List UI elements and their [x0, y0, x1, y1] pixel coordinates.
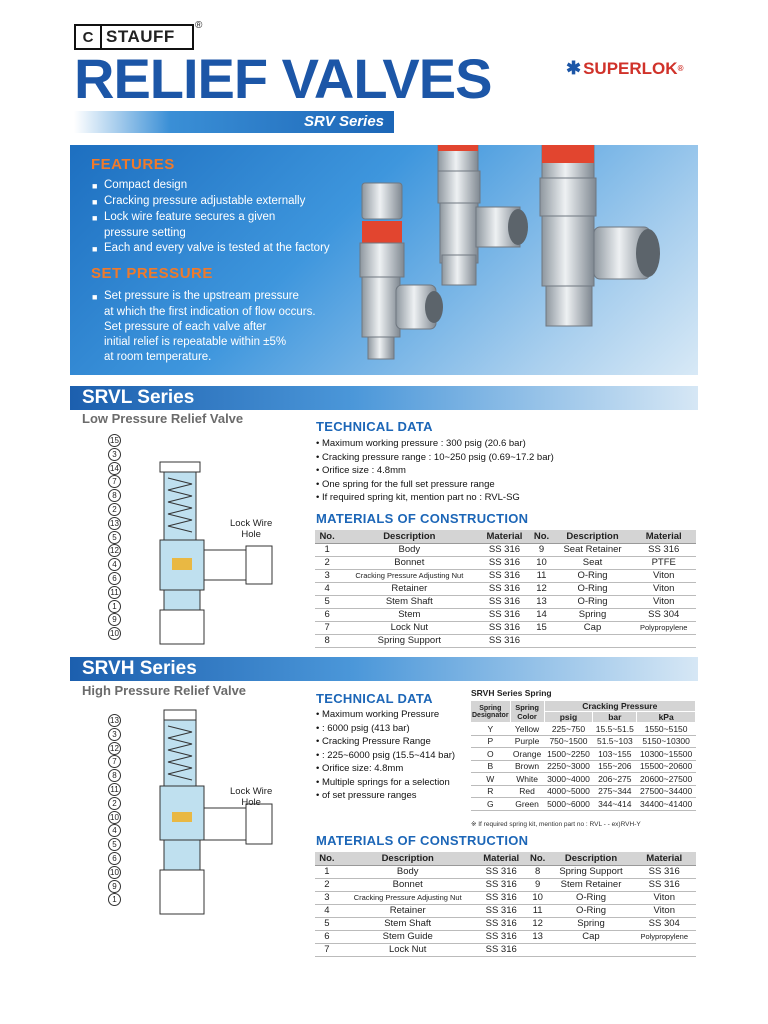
table-row [315, 904, 696, 917]
callout-number: 3 [108, 728, 121, 741]
table-cell [554, 634, 632, 647]
features-heading: FEATURES [91, 156, 175, 173]
table-row [315, 582, 696, 595]
table-cell: Seat [554, 556, 632, 569]
table-cell: SS 316 [479, 621, 529, 634]
table-cell: SS 316 [477, 878, 526, 891]
superlok-reg: ® [677, 64, 684, 73]
table-cell: Cracking Pressure Adjusting Nut [339, 891, 477, 904]
col-header: kPa [637, 712, 696, 723]
table-cell: 5000~6000 [544, 798, 593, 811]
table-cell: Stem [339, 608, 479, 621]
table-row [315, 878, 696, 891]
table-row [471, 785, 696, 798]
table-cell: 1 [315, 865, 339, 878]
table-cell: SS 316 [631, 543, 696, 556]
tech-item: • Multiple springs for a selection [316, 776, 466, 790]
callout-number: 14 [108, 462, 121, 475]
col-header: No. [526, 852, 550, 865]
table-row [315, 891, 696, 904]
srvl-cross-section-diagram [120, 430, 280, 650]
table-cell: 6 [315, 930, 339, 943]
table-row [315, 917, 696, 930]
table-cell: 750~1500 [544, 735, 593, 748]
table-cell: Spring Support [339, 634, 479, 647]
srvl-section-bar [70, 386, 698, 410]
table-cell: SS 316 [479, 634, 529, 647]
callout-number: 11 [108, 783, 121, 796]
table-cell: Seat Retainer [554, 543, 632, 556]
table-cell: 12 [526, 917, 550, 930]
spring-table [470, 700, 696, 811]
spring-table-title: SRVH Series Spring [471, 688, 552, 698]
table-cell: Lock Nut [339, 621, 479, 634]
srvh-tech-heading: TECHNICAL DATA [316, 691, 433, 706]
feature-item: pressure setting [104, 227, 186, 239]
table-cell: Viton [632, 904, 696, 917]
table-cell: 275~344 [593, 785, 637, 798]
table-cell: 344~414 [593, 798, 637, 811]
col-header: Spring Designator [471, 701, 511, 723]
table-cell: SS 316 [477, 917, 526, 930]
table-cell: 3 [315, 891, 339, 904]
table-cell: Retainer [339, 904, 477, 917]
table-cell: White [510, 773, 544, 786]
table-cell: G [471, 798, 511, 811]
table-cell: 13 [526, 930, 550, 943]
callout-number: 8 [108, 489, 121, 502]
col-header: psig [544, 712, 593, 723]
table-cell: SS 316 [477, 891, 526, 904]
col-header: Description [339, 530, 479, 543]
callout-number: 10 [108, 866, 121, 879]
table-cell: Stem Retainer [550, 878, 633, 891]
table-cell: 10 [526, 891, 550, 904]
table-row [315, 930, 696, 943]
table-row [315, 543, 696, 556]
callout-number: 2 [108, 503, 121, 516]
table-cell: 1 [315, 543, 339, 556]
table-cell: SS 316 [477, 930, 526, 943]
callout-number: 6 [108, 572, 121, 585]
tech-item: • : 225~6000 psig (15.5~414 bar) [316, 749, 466, 763]
table-cell: SS 316 [477, 865, 526, 878]
table-cell: 3000~4000 [544, 773, 593, 786]
col-header: Material [631, 530, 696, 543]
table-cell: 15.5~51.5 [593, 723, 637, 736]
table-cell: R [471, 785, 511, 798]
table-cell: 9 [526, 878, 550, 891]
table-row [471, 748, 696, 761]
table-cell: PTFE [631, 556, 696, 569]
callout-number: 6 [108, 852, 121, 865]
srvh-materials-table [315, 852, 696, 957]
set-pressure-text: ■ Set pressure is the upstream pressure at which the first indication of flow occurs. Set pressure of each valve after initial relief is repeatable within ±5% at room temperature. [92, 290, 316, 363]
table-cell: P [471, 735, 511, 748]
table-cell: SS 316 [479, 582, 529, 595]
table-cell: 4000~5000 [544, 785, 593, 798]
feature-item: ■ Compact design [92, 179, 188, 191]
series-banner [74, 111, 394, 133]
page-title: RELIEF VALVES [74, 47, 492, 110]
table-cell: 15 [529, 621, 553, 634]
table-cell: Cap [554, 621, 632, 634]
table-cell: 103~155 [593, 748, 637, 761]
callout-number: 11 [108, 586, 121, 599]
table-cell: O-Ring [554, 595, 632, 608]
table-cell: SS 316 [479, 595, 529, 608]
tech-item: • Cracking pressure range : 10~250 psig (0.69~17.2 bar) [316, 451, 576, 465]
table-cell: 7 [315, 943, 339, 956]
col-header: Spring Color [510, 701, 544, 723]
srvl-subtitle: Low Pressure Relief Valve [82, 411, 244, 426]
table-cell: Bonnet [339, 556, 479, 569]
features-list [92, 178, 392, 257]
table-cell: 51.5~103 [593, 735, 637, 748]
table-cell: 34400~41400 [637, 798, 696, 811]
table-row [471, 798, 696, 811]
table-cell: 11 [526, 904, 550, 917]
table-cell: Polypropylene [631, 621, 696, 634]
srvl-materials-table [315, 530, 696, 648]
callout-number: 5 [108, 531, 121, 544]
table-cell: Stem Shaft [339, 917, 477, 930]
callout-number: 1 [108, 600, 121, 613]
srvh-tech-list [316, 708, 466, 803]
table-cell: SS 316 [632, 878, 696, 891]
table-cell: Y [471, 723, 511, 736]
tech-item: • of set pressure ranges [316, 789, 466, 803]
callout-number: 9 [108, 880, 121, 893]
srvl-lock-wire-label: Lock Wire Hole [230, 518, 273, 540]
superlok-icon: ✱ [566, 58, 582, 78]
table-cell: SS 316 [479, 556, 529, 569]
table-cell: SS 316 [632, 865, 696, 878]
table-cell: SS 316 [479, 543, 529, 556]
table-cell: Cap [550, 930, 633, 943]
callout-number: 10 [108, 627, 121, 640]
table-cell: 3 [315, 569, 339, 582]
table-cell: 10300~15500 [637, 748, 696, 761]
table-cell: 225~750 [544, 723, 593, 736]
table-cell: Yellow [510, 723, 544, 736]
table-cell: Brown [510, 760, 544, 773]
callout-number: 4 [108, 824, 121, 837]
srvl-materials-heading: MATERIALS OF CONSTRUCTION [316, 511, 529, 526]
feature-item: ■ Each and every valve is tested at the factory [92, 242, 330, 254]
table-row [315, 865, 696, 878]
table-cell: 12 [529, 582, 553, 595]
callout-number: 1 [108, 893, 121, 906]
callout-number: 3 [108, 448, 121, 461]
table-cell: 6 [315, 608, 339, 621]
table-cell: 2 [315, 556, 339, 569]
table-cell: SS 316 [477, 904, 526, 917]
table-cell: Body [339, 865, 477, 878]
table-cell: Viton [632, 891, 696, 904]
table-cell: W [471, 773, 511, 786]
callout-number: 7 [108, 475, 121, 488]
table-cell [632, 943, 696, 956]
srvl-title: SRVL Series [82, 387, 195, 408]
table-cell: Spring [554, 608, 632, 621]
col-header: Description [554, 530, 632, 543]
table-cell: 14 [529, 608, 553, 621]
table-cell: Lock Nut [339, 943, 477, 956]
table-cell: Viton [631, 582, 696, 595]
table-row [315, 569, 696, 582]
table-cell: 4 [315, 582, 339, 595]
callout-number: 12 [108, 742, 121, 755]
table-cell: O [471, 748, 511, 761]
callout-number: 9 [108, 613, 121, 626]
table-row [471, 773, 696, 786]
table-cell: Viton [631, 569, 696, 582]
tech-item: • Orifice size: 4.8mm [316, 762, 466, 776]
table-cell: Orange [510, 748, 544, 761]
table-cell: 5 [315, 595, 339, 608]
callout-number: 8 [108, 769, 121, 782]
tech-item: • : 6000 psig (413 bar) [316, 722, 466, 736]
feature-item: ■ Lock wire feature secures a given [92, 211, 276, 223]
callout-number: 13 [108, 714, 121, 727]
table-cell: Green [510, 798, 544, 811]
superlok-text: SUPERLOK [583, 58, 678, 78]
table-cell: Cracking Pressure Adjusting Nut [339, 569, 479, 582]
table-row [315, 634, 696, 647]
srvh-lock-wire-label: Lock Wire Hole [230, 786, 273, 808]
table-cell [550, 943, 633, 956]
table-cell: 5150~10300 [637, 735, 696, 748]
table-row [471, 760, 696, 773]
col-header: Cracking Pressure [544, 701, 695, 712]
col-header: No. [315, 530, 339, 543]
tech-item: • One spring for the full set pressure range [316, 478, 576, 492]
table-cell: SS 304 [632, 917, 696, 930]
srvh-subtitle: High Pressure Relief Valve [82, 683, 247, 698]
table-cell: Spring [550, 917, 633, 930]
table-header-row [315, 852, 696, 865]
table-row [315, 608, 696, 621]
table-cell: 4 [315, 904, 339, 917]
table-cell: Stem Shaft [339, 595, 479, 608]
table-cell [526, 943, 550, 956]
table-cell: O-Ring [550, 891, 633, 904]
table-cell: 2250~3000 [544, 760, 593, 773]
table-row [471, 723, 696, 736]
table-cell: 5 [315, 917, 339, 930]
callout-number: 13 [108, 517, 121, 530]
stauff-logo-icon: C [76, 26, 102, 48]
features-panel [70, 145, 698, 375]
table-cell: O-Ring [554, 582, 632, 595]
table-cell: B [471, 760, 511, 773]
table-cell: 155~206 [593, 760, 637, 773]
stauff-brand-text: STAUFF [106, 27, 175, 46]
table-cell: Red [510, 785, 544, 798]
callout-number: 15 [108, 434, 121, 447]
table-cell: 20600~27500 [637, 773, 696, 786]
table-cell: 10 [529, 556, 553, 569]
superlok-logo [566, 58, 683, 79]
srvh-title: SRVH Series [82, 658, 197, 679]
table-cell: 206~275 [593, 773, 637, 786]
srvl-tech-list [316, 437, 576, 505]
table-row [315, 595, 696, 608]
table-cell: Purple [510, 735, 544, 748]
table-cell: 2 [315, 878, 339, 891]
table-cell: 27500~34400 [637, 785, 696, 798]
col-header: bar [593, 712, 637, 723]
col-header: Material [479, 530, 529, 543]
callout-number: 5 [108, 838, 121, 851]
spring-note: ※ If required spring kit, mention part no : RVL - - ex)RVH-Y [471, 821, 641, 828]
table-cell: 1550~5150 [637, 723, 696, 736]
table-cell: SS 304 [631, 608, 696, 621]
registered-mark: ® [195, 20, 203, 31]
table-cell: O-Ring [550, 904, 633, 917]
callout-number: 12 [108, 544, 121, 557]
table-cell: Viton [631, 595, 696, 608]
table-header-row [315, 530, 696, 543]
table-cell: 8 [526, 865, 550, 878]
table-cell: Bonnet [339, 878, 477, 891]
table-row [315, 556, 696, 569]
col-header: No. [529, 530, 553, 543]
table-cell [529, 634, 553, 647]
series-label: SRV Series [303, 113, 384, 130]
table-cell: Spring Support [550, 865, 633, 878]
srvl-tech-heading: TECHNICAL DATA [316, 419, 433, 434]
table-cell: Body [339, 543, 479, 556]
table-cell: 11 [529, 569, 553, 582]
callout-number: 2 [108, 797, 121, 810]
table-cell: 13 [529, 595, 553, 608]
table-cell: 9 [529, 543, 553, 556]
table-cell: 15500~20600 [637, 760, 696, 773]
col-header: Description [339, 852, 477, 865]
table-cell: Retainer [339, 582, 479, 595]
table-cell [631, 634, 696, 647]
tech-item: • Orifice size : 4.8mm [316, 464, 576, 478]
table-cell: SS 316 [479, 608, 529, 621]
tech-item: • Cracking Pressure Range [316, 735, 466, 749]
set-pressure-heading: SET PRESSURE [91, 265, 213, 282]
col-header: Material [632, 852, 696, 865]
table-cell: Stem Guide [339, 930, 477, 943]
table-cell: 1500~2250 [544, 748, 593, 761]
valve-product-image [350, 145, 698, 375]
table-cell: SS 316 [477, 943, 526, 956]
table-row [315, 943, 696, 956]
tech-item: • Maximum working pressure : 300 psig (20.6 bar) [316, 437, 576, 451]
table-cell: SS 316 [479, 569, 529, 582]
col-header: Description [550, 852, 633, 865]
table-cell: 7 [315, 621, 339, 634]
callout-number: 10 [108, 811, 121, 824]
table-cell: Polypropylene [632, 930, 696, 943]
callout-number: 4 [108, 558, 121, 571]
feature-item: ■ Cracking pressure adjustable externally [92, 195, 306, 207]
tech-item: • Maximum working Pressure [316, 708, 466, 722]
table-row [471, 735, 696, 748]
col-header: Material [477, 852, 526, 865]
callout-number: 7 [108, 755, 121, 768]
srvh-section-bar [70, 657, 698, 681]
srvh-materials-heading: MATERIALS OF CONSTRUCTION [316, 833, 529, 848]
tech-item: • If required spring kit, mention part no : RVL-SG [316, 491, 576, 505]
table-row [315, 621, 696, 634]
table-cell: O-Ring [554, 569, 632, 582]
srvh-cross-section-diagram [120, 708, 280, 928]
table-cell: 8 [315, 634, 339, 647]
col-header: No. [315, 852, 339, 865]
